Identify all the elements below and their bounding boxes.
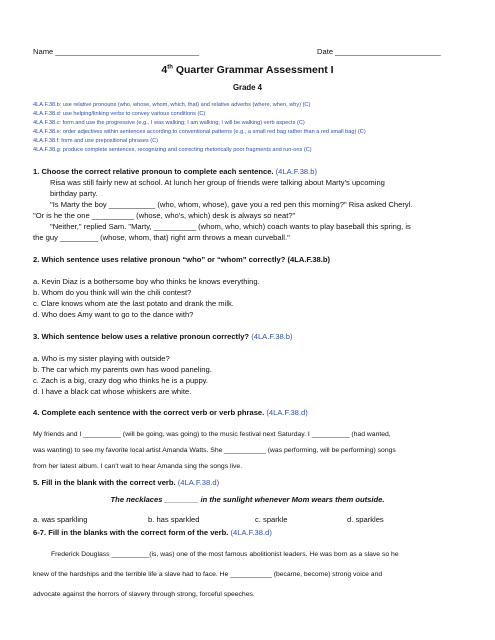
standard-item: 4LA.F.38.g: produce complete sentences, recognizing and correcting rhetorically poor fragments and run-ons (C): [33, 147, 312, 153]
date-label: Date: [317, 47, 334, 56]
answer-option[interactable]: b. Whom do you think will win the chili contest?: [33, 288, 192, 297]
standard-tag: (4LA.F.38.d): [266, 408, 308, 417]
answer-option[interactable]: d. sparkles: [347, 515, 384, 524]
page-title: 4th Quarter Grammar Assessment I: [161, 64, 334, 76]
q1-line: Risa was still fairly new at school. At lunch her group of friends were talking about Marty's upcoming: [50, 178, 385, 187]
question-4-heading: 4. Complete each sentence with the correct verb or verb phrase. (4LA.F.38.d): [33, 408, 308, 417]
standard-item: 4LA.F.38.d: use helping/linking verbs to convey various conditions (C): [33, 111, 206, 117]
q1-line: "Is Marty the boy ___________ (who, whom, whose), gave you a red pen this morning?" Risa asked Cheryl.: [50, 200, 413, 209]
date-line: [317, 47, 441, 57]
q4-line: from her latest album. I can't wait to hear Amanda sing the songs live.: [33, 463, 243, 470]
question-6-7-heading: 6-7. Fill in the blanks with the correct form of the verb. (4LA.F.38.d): [33, 528, 272, 537]
name-blank[interactable]: __________________________________: [55, 47, 199, 56]
standard-item: 4LA.F.38.e: order adjectives within sentences according to conventional patterns (e.g., a small red bag rather than a red small bag) (C): [33, 129, 366, 135]
answer-option[interactable]: d. I have a black cat whose whiskers are white.: [33, 387, 192, 396]
question-1-heading: 1. Choose the correct relative pronoun to complete each sentence. (4LA.F.38.b): [33, 167, 318, 176]
answer-option[interactable]: a. was sparkling: [33, 515, 88, 524]
question-3-heading: 3. Which sentence below uses a relative pronoun correctly? (4LA.F.38.b): [33, 332, 293, 341]
q1-line: "Neither," replied Sam. "Marty, __________ (whom, who, which) coach wants to play baseball this spring, is: [50, 222, 411, 231]
q5-sentence: The necklaces ________ in the sunlight whenever Mom wears them outside.: [110, 495, 385, 504]
question-2-heading: 2. Which sentence uses relative pronoun “who” or “whom” correctly? (4LA.F.38.b): [33, 255, 331, 264]
question-5-heading: 5. Fill in the blank with the correct verb. (4LA.F.38.d): [33, 478, 220, 487]
standard-item: 4LA.F.38.f: form and use prepositional phrases (C): [33, 138, 158, 144]
answer-option[interactable]: c. Zach is a big, crazy dog who thinks he is a puppy.: [33, 376, 209, 385]
answer-option[interactable]: b. has sparkled: [148, 515, 200, 524]
q67-line: advocate against the horrors of slavery through strong, forceful speeches.: [33, 591, 255, 598]
answer-option[interactable]: a. Who is my sister playing with outside?: [33, 354, 170, 363]
answer-option[interactable]: d. Who does Amy want to go to the dance with?: [33, 310, 194, 319]
q1-line: the guy _________ (whose, whom, that) right arm throws a mean curveball.": [33, 233, 290, 242]
answer-option[interactable]: b. The car which my parents own has wood paneling.: [33, 365, 212, 374]
q1-line: "Or is he the one __________ (whose, who's, which) desk is always so neat?": [33, 211, 296, 220]
q67-line: knew of the hardships and the terrible life a slave had to face. He ___________ (became, become) strong voice and: [33, 571, 383, 578]
standard-tag: (4LA.F.38.d): [230, 528, 272, 537]
q1-line: birthday party.: [50, 189, 98, 198]
standard-tag: (4LA.F.38.b): [251, 332, 293, 341]
answer-option[interactable]: c. Clare knows whom ate the last potato and drank the milk.: [33, 299, 234, 308]
date-blank[interactable]: _________________________: [335, 47, 441, 56]
standard-item: 4LA.F.38.b: use relative pronouns (who, whose, whom, which, that) and relative adverbs (where, when, why) (C): [33, 102, 311, 108]
name-label: Name: [33, 47, 54, 56]
name-line: [33, 47, 199, 57]
standard-tag: (4LA.F.38.b): [275, 167, 318, 176]
standard-tag: (4LA.F.38.d): [177, 478, 220, 487]
q67-line: Frederick Douglass __________(is, was) one of the most famous abolitionist leaders. He was born as a slave so he: [51, 551, 399, 558]
answer-option[interactable]: a. Kevin Diaz is a bothersome boy who thinks he knows everything.: [33, 277, 260, 286]
grade-label: Grade 4: [232, 83, 263, 92]
q4-line: My friends and I __________ (will be going, was going) to the music festival next Saturday. I __________ (had wanted,: [33, 431, 391, 438]
standard-item: 4LA.F.38.c: form and use the progressive (e.g., I was walking; I am walking; I will be walking) verb aspects (C): [33, 120, 305, 126]
q4-line: was wanting) to see my favorite local artist Amanda Watts. She ___________ (was performing, will be performing) songs: [33, 447, 396, 454]
answer-option[interactable]: c. sparkle: [255, 515, 288, 524]
